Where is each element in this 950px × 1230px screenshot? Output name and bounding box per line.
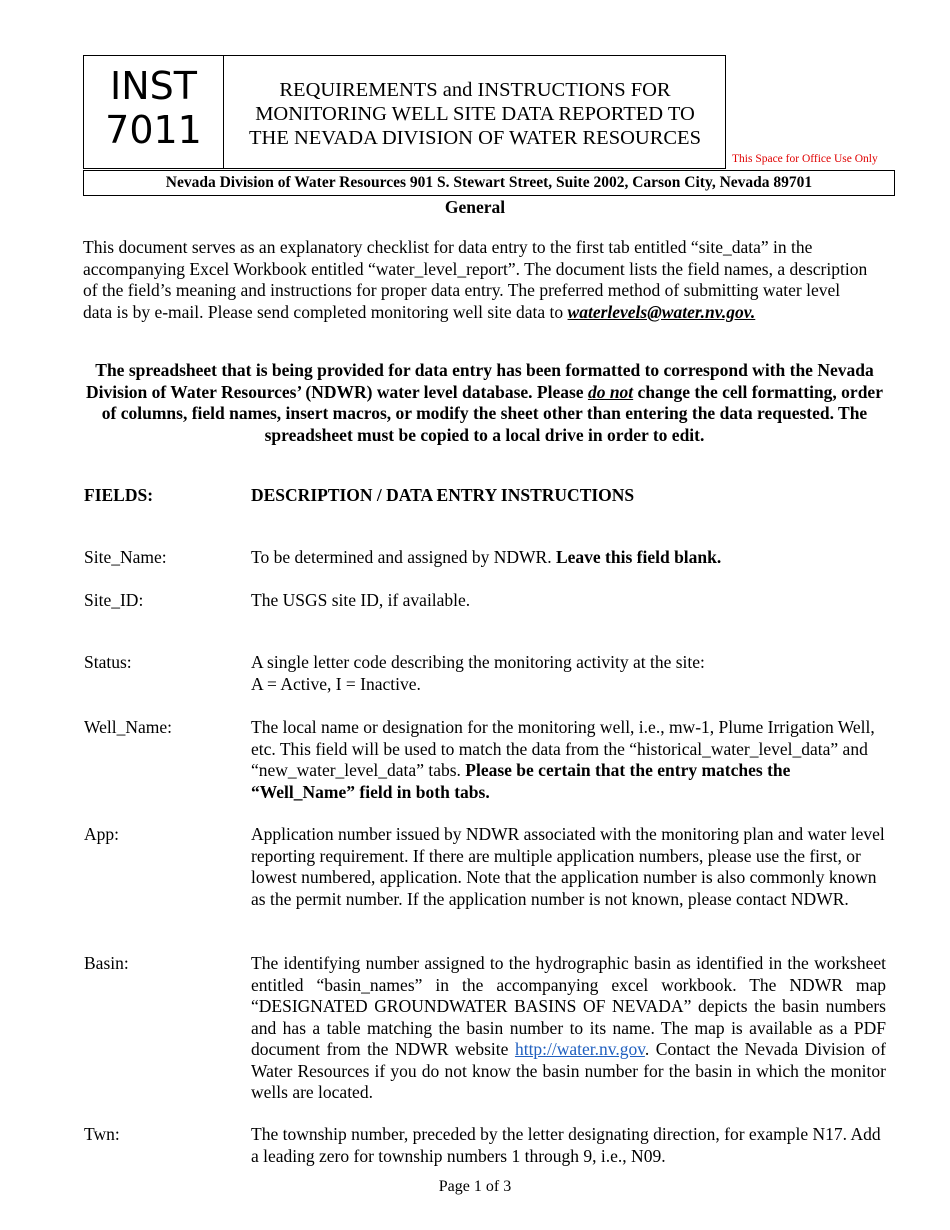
email-address[interactable]: waterlevels@water.nv.gov. xyxy=(567,301,756,322)
agency-address: Nevada Division of Water Resources 901 S. Stewart Street, Suite 2002, Carson City, Nevada 89701 xyxy=(83,170,895,196)
basin-text-before: The identifying number assigned to the hydrographic basin as identified in the worksheet entitled “basin_names” in the accompanying excel workbook. The NDWR map “DESIGNATED GROUNDWATER BASINS OF NEVADA” depicts the basin numbers and has a table matching the basin number to its name. The map is available as a PDF document from the NDWR website xyxy=(251,953,886,1059)
field-desc-site-id: The USGS site ID, if available. xyxy=(251,590,471,610)
well-name-text: The local name or designation for the monitoring well, i.e., mw-1, Plume Irrigation Well, etc. This field will be used to match the data from the “historical_water_level_data” and “new_water_level_data” tabs. xyxy=(251,717,875,780)
status-line-1: A single letter code describing the monitoring activity at the site: xyxy=(251,652,705,672)
field-desc-site-name xyxy=(251,547,886,569)
intro-paragraph xyxy=(83,237,873,323)
ndwr-website-link[interactable]: http://water.nv.gov xyxy=(514,1039,645,1059)
title-line-3: THE NEVADA DIVISION OF WATER RESOURCES xyxy=(249,127,701,149)
notice-before: The spreadsheet that is being provided for data entry has been formatted to correspond with the Nevada Division of Water Resources’ (NDWR) water level database. Please xyxy=(86,360,874,402)
page-number: Page 1 of 3 xyxy=(438,1178,512,1195)
title-line-1: REQUIREMENTS and INSTRUCTIONS FOR xyxy=(279,79,671,101)
column-header-description: DESCRIPTION / DATA ENTRY INSTRUCTIONS xyxy=(251,485,635,505)
field-desc-well-name xyxy=(251,717,886,803)
office-use-note: This Space for Office Use Only xyxy=(732,153,878,165)
section-title: General xyxy=(444,197,506,217)
field-desc-status xyxy=(251,652,886,695)
notice-emphasis: do not xyxy=(587,381,634,402)
field-desc-app: Application number issued by NDWR associated with the monitoring plan and water level reporting requirement. If there are multiple application numbers, please use the first, or lowest numbered, application. Note that the application number is also commonly known as the permit number. If the application number is not known, please contact NDWR. xyxy=(251,824,885,909)
column-header-fields: FIELDS: xyxy=(84,485,154,505)
field-label-app: App: xyxy=(84,824,119,844)
site-name-text: To be determined and assigned by NDWR. xyxy=(251,547,556,567)
field-desc-basin xyxy=(251,953,886,1104)
field-label-site-id: Site_ID: xyxy=(84,590,144,610)
title-line-2: MONITORING WELL SITE DATA REPORTED TO xyxy=(255,103,695,125)
notice-after: change the cell formatting, order of columns, field names, insert macros, or modify the sheet other than entering the data requested. The spreadsheet must be copied to a local drive in order to edit. xyxy=(101,381,883,445)
form-number-line1: INST xyxy=(110,64,197,108)
document-title xyxy=(224,56,726,168)
field-label-well-name: Well_Name: xyxy=(84,717,173,737)
form-header xyxy=(83,55,726,169)
notice-paragraph xyxy=(83,360,886,446)
field-label-twn: Twn: xyxy=(84,1124,120,1144)
field-label-basin: Basin: xyxy=(84,953,129,973)
basin-text-after: . Contact the Nevada Division of Water Resources if you do not know the basin number for the basin in which the monitor wells are located. xyxy=(251,1039,886,1102)
form-number-line2: 7011 xyxy=(105,108,202,152)
well-name-bold: Please be certain that the entry matches the “Well_Name” field in both tabs. xyxy=(251,760,791,802)
field-desc-twn: The township number, preceded by the letter designating direction, for example N17. Add a leading zero for township numbers 1 through 9, i.e., N09. xyxy=(251,1124,881,1166)
form-number xyxy=(84,56,224,168)
status-line-2: A = Active, I = Inactive. xyxy=(251,673,421,694)
site-name-bold: Leave this field blank. xyxy=(555,547,722,567)
field-label-status: Status: xyxy=(84,652,132,672)
intro-text: This document serves as an explanatory checklist for data entry to the first tab entitled “site_data” in the accompanying Excel Workbook entitled “water_level_report”. The document lists the field names, a description of the field’s meaning and instructions for proper data entry. The preferred method of submitting water level data is by e-mail. Please send completed monitoring well site data to xyxy=(83,237,868,322)
field-label-site-name: Site_Name: xyxy=(84,547,167,567)
